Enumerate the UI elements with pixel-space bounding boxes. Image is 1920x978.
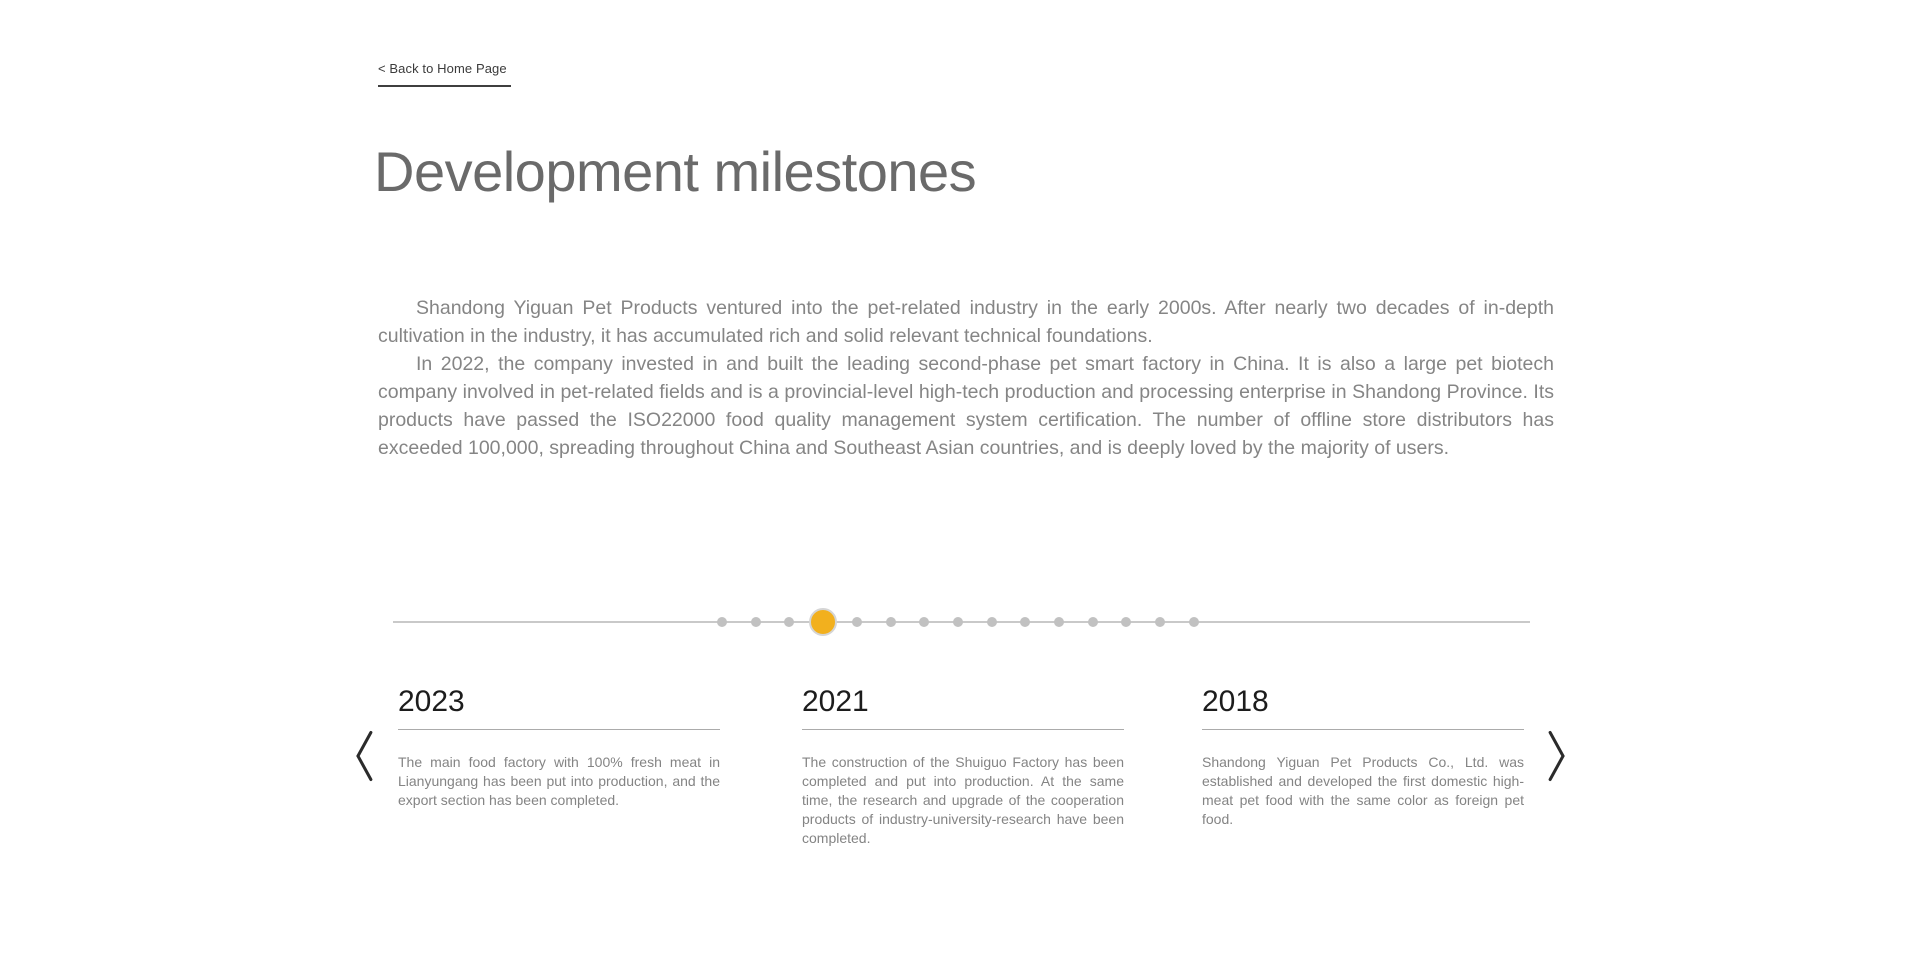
milestone-divider <box>1202 729 1524 730</box>
back-home-link[interactable]: < Back to Home Page <box>378 61 511 87</box>
milestone-card-2021 <box>802 685 1124 848</box>
milestone-divider <box>398 729 720 730</box>
intro-paragraph-1: Shandong Yiguan Pet Products ventured into the pet-related industry in the early 2000s. After nearly two decades of in-depth cultivation in the industry, it has accumulated rich and solid relevant technical foundations. <box>378 297 1554 347</box>
timeline-dot[interactable] <box>919 617 929 627</box>
timeline-dot[interactable] <box>1189 617 1199 627</box>
timeline-dot[interactable] <box>987 617 997 627</box>
timeline-dot[interactable] <box>784 617 794 627</box>
timeline-dot[interactable] <box>751 617 761 627</box>
timeline-dot[interactable] <box>852 617 862 627</box>
timeline-dot[interactable] <box>1054 617 1064 627</box>
milestone-description: The construction of the Shuiguo Factory has been completed and put into production. At the same time, the research and upgrade of the cooperation products of industry-university-research have been completed. <box>802 754 1124 846</box>
intro-paragraph-2: In 2022, the company invested in and built the leading second-phase pet smart factory in China. It is also a large pet biotech company involved in pet-related fields and is a provincial-level high-tech production and processing enterprise in Shandong Province. Its products have passed the ISO22000 food quality management system certification. The number of offline store distributors has exceeded 100,000, spreading throughout China and Southeast Asian countries, and is deeply loved by the majority of users. <box>378 353 1554 459</box>
timeline-dot[interactable] <box>717 617 727 627</box>
carousel-prev-button[interactable] <box>349 729 381 783</box>
milestone-description: Shandong Yiguan Pet Products Co., Ltd. was established and developed the first domestic high-meat pet food with the same color as foreign pet food. <box>1202 754 1524 827</box>
milestone-year: 2023 <box>398 685 465 718</box>
chevron-left-icon <box>349 729 381 783</box>
timeline-dot[interactable] <box>1020 617 1030 627</box>
timeline-dot[interactable] <box>1121 617 1131 627</box>
timeline-dot[interactable] <box>1088 617 1098 627</box>
carousel-next-button[interactable] <box>1540 729 1572 783</box>
milestone-card-2018 <box>1202 685 1524 829</box>
timeline-dot[interactable] <box>1155 617 1165 627</box>
timeline-dot-active[interactable] <box>809 608 837 636</box>
milestone-card-2023 <box>398 685 720 810</box>
timeline-dot[interactable] <box>953 617 963 627</box>
milestone-divider <box>802 729 1124 730</box>
milestone-description: The main food factory with 100% fresh meat in Lianyungang has been put into production, and the export section has been completed. <box>398 754 720 808</box>
milestone-year: 2021 <box>802 685 869 718</box>
intro-text <box>378 294 1554 462</box>
milestone-year: 2018 <box>1202 685 1269 718</box>
timeline-dot[interactable] <box>886 617 896 627</box>
chevron-right-icon <box>1540 729 1572 783</box>
page-title: Development milestones <box>374 140 977 203</box>
